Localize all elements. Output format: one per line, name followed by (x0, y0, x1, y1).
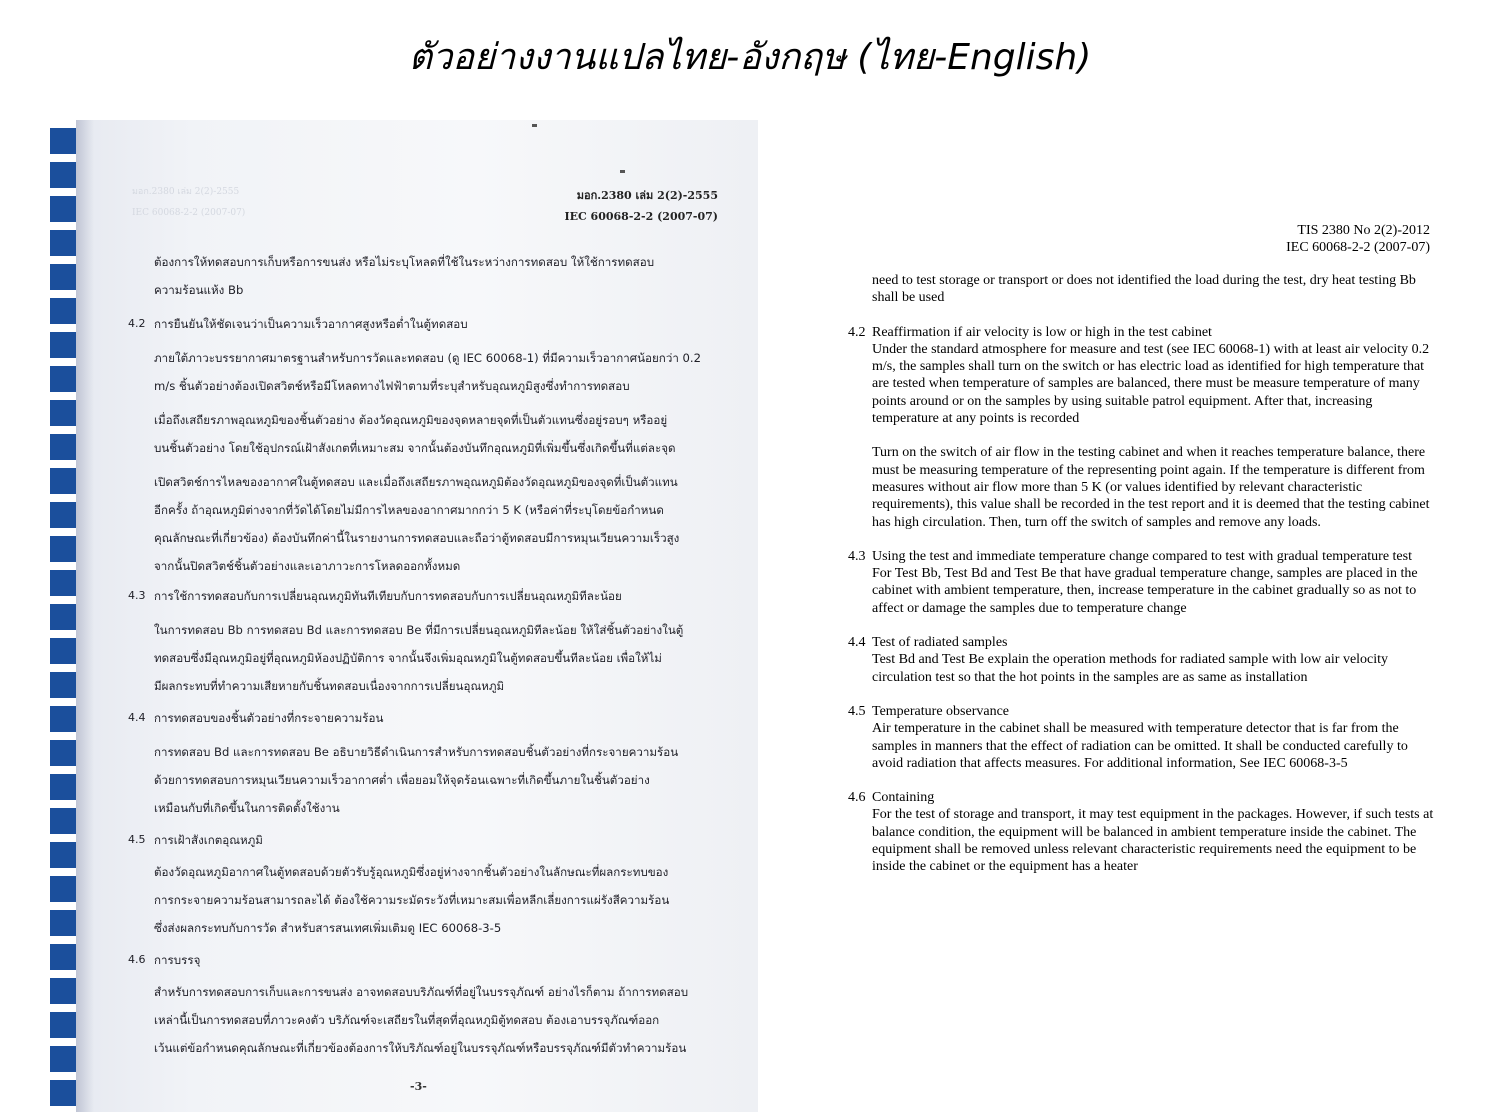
english-body-text (848, 272, 1438, 893)
english-section (848, 789, 1438, 875)
thai-text-line: ด้วยการทดสอบการหมุนเวียนความเร็วอากาศต่ำ เพื่อยอมให้จุดร้อนเฉพาะที่เกิดขึ้นภายในชิ้นตัวอย่าง (154, 773, 650, 787)
english-section-number: 4.2 (848, 324, 866, 340)
ghost-header-line2: IEC 60068-2-2 (2007-07) (132, 208, 246, 218)
page-title: ตัวอย่างงานแปลไทย-อังกฤษ (ไทย-English) (408, 37, 1092, 78)
english-section (848, 272, 1438, 307)
thai-header-line1: มอก.2380 เล่ม 2(2)-2555 (576, 189, 718, 202)
thai-section-heading: การใช้การทดสอบกับการเปลี่ยนอุณหภูมิทันทีเทียบกับการทดสอบกับการเปลี่ยนอุณหภูมิทีละน้อย (154, 589, 622, 603)
thai-section-number: 4.2 (128, 317, 146, 330)
thai-section-number: 4.6 (128, 953, 146, 966)
english-section-title: Temperature observance (872, 703, 1009, 719)
thai-text-line: เหล่านี้เป็นการทดสอบที่ภาวะคงตัว บริภัณฑ์จะเสถียรในที่สุดที่อุณหภูมิตู้ทดสอบ ต้องเอาบรรจุภัณฑ์ออก (154, 1013, 660, 1027)
ghost-header-line1: มอก.2380 เล่ม 2(2)-2555 (132, 187, 240, 197)
english-section-heading (848, 634, 1438, 651)
english-section-title: Using the test and immediate temperature change compared to test with gradual temperature test (872, 548, 1412, 564)
english-section-number: 4.4 (848, 635, 866, 651)
english-section-number: 4.3 (848, 548, 866, 564)
english-section-number: 4.6 (848, 790, 866, 806)
thai-text-line: บนชิ้นตัวอย่าง โดยใช้อุปกรณ์เฝ้าสังเกตที่เหมาะสม จากนั้นต้องบันทึกอุณหภูมิที่เพิ่มขึ้นซึ่งเกิดขึ้นที่แต่ละจุด (154, 441, 676, 455)
thai-text-line: ความร้อนแห้ง Bb (154, 283, 244, 297)
english-section-title: Reaffirmation if air velocity is low or high in the test cabinet (872, 324, 1212, 340)
thai-text-line: การทดสอบ Bd และการทดสอบ Be อธิบายวิธีดำเนินการสำหรับการทดสอบชิ้นตัวอย่างที่กระจายความร้อน (154, 745, 679, 759)
english-header (1286, 222, 1430, 256)
english-section (848, 324, 1438, 531)
english-section-heading (848, 703, 1438, 720)
english-section-heading (848, 789, 1438, 806)
english-header-line1: TIS 2380 No 2(2)-2012 (1297, 223, 1430, 238)
scan-speck (620, 170, 625, 173)
thai-text-line: ต้องการให้ทดสอบการเก็บหรือการขนส่ง หรือไม่ระบุโหลดที่ใช้ในระหว่างการทดสอบ ให้ใช้การทดสอบ (154, 255, 655, 269)
thai-section-heading: การบรรจุ (154, 953, 201, 967)
thai-text-line: เมื่อถึงเสถียรภาพอุณหภูมิของชิ้นตัวอย่าง ต้องวัดอุณหภูมิของจุดหลายจุดที่เป็นตัวแทนซึ่งอยู่รอบๆ หรืออยู่ (154, 413, 668, 427)
thai-section-heading: การเฝ้าสังเกตอุณหภูมิ (154, 833, 263, 847)
thai-section-heading: การทดสอบของชิ้นตัวอย่างที่กระจายความร้อน (154, 711, 384, 725)
english-paragraph: Air temperature in the cabinet shall be measured with temperature detector that is far from the samples in manners that the effect of radiation can be omitted. It shall be conducted carefully to avoid radiation that affects measures. For additional information, See IEC 60068-3-5 (872, 721, 1408, 771)
english-header-line2: IEC 60068-2-2 (2007-07) (1286, 240, 1430, 255)
english-paragraph: Test Bd and Test Be explain the operation methods for radiated sample with low air velocity circulation test so that the hot points in the samples are as same as installation (872, 652, 1389, 685)
english-paragraph: Under the standard atmosphere for measure and test (see IEC 60068-1) with at least air velocity 0.2 m/s, the samples shall turn on the switch or has electric load as identified for high temperature that are tested when temperature of samples are balanced, there must be measure temperature of many points around or on the samples by using suitable patrol equipment. After that, increasing temperature at any points is recorded (872, 341, 1430, 427)
thai-text-line: เปิดสวิตช์การไหลของอากาศในตู้ทดสอบ และเมื่อถึงเสถียรภาพอุณหภูมิต้องวัดอุณหภูมิของจุดที่เป็นตัวแทน (154, 475, 678, 489)
thai-section-heading: การยืนยันให้ชัดเจนว่าเป็นความเร็วอากาศสูงหรือต่ำในตู้ทดสอบ (154, 317, 468, 331)
thai-text-line: ทดสอบซึ่งมีอุณหภูมิอยู่ที่อุณหภูมิห้องปฏิบัติการ จากนั้นจึงเพิ่มอุณหภูมิในตู้ทดสอบขึ้นทีละน้อย เพื่อให้ไม่ (154, 651, 662, 665)
english-section (848, 548, 1438, 617)
thai-text-line: มีผลกระทบที่ทำความเสียหายกับชิ้นทดสอบเนื่องจากการเปลี่ยนอุณหภูมิ (154, 679, 505, 693)
english-section-heading (848, 548, 1438, 565)
thai-text-line: m/s ชิ้นตัวอย่างต้องเปิดสวิตช์หรือมีโหลดทางไฟฟ้าตามที่ระบุสำหรับอุณหภูมิสูงซึ่งทำการทดสอบ (154, 379, 630, 393)
english-paragraph: need to test storage or transport or does not identified the load during the test, dry heat testing Bb shall be used (872, 273, 1416, 306)
thai-page-number: -3- (410, 1080, 427, 1093)
thai-scan-page (50, 120, 758, 1112)
thai-text-line: การกระจายความร้อนสามารถละได้ ต้องใช้ความระมัดระวังที่เหมาะสมเพื่อหลีกเลี่ยงการแผ่รังสีความร้อน (154, 893, 670, 907)
english-section (848, 703, 1438, 772)
english-paragraph: For the test of storage and transport, it may test equipment in the packages. However, if such tests at balance condition, the equipment will be balanced in ambient temperature inside the cabinet. The equipment shall be removed unless relevant characteristic requirements need the equipment to be inside the cabinet or the equipment has a heater (872, 807, 1434, 875)
thai-text-line: คุณลักษณะที่เกี่ยวข้อง) ต้องบันทึกค่านี้ในรายงานการทดสอบและถือว่าตู้ทดสอบมีการหมุนเวียนความเร็วสูง (154, 531, 680, 545)
thai-text-line: ภายใต้ภาวะบรรยากาศมาตรฐานสำหรับการวัดและทดสอบ (ดู IEC 60068-1) ที่มีความเร็วอากาศน้อยกว่า 0.2 (154, 351, 701, 365)
thai-text-line: ต้องวัดอุณหภูมิอากาศในตู้ทดสอบด้วยตัวรับรู้อุณหภูมิซึ่งอยู่ห่างจากชิ้นตัวอย่างในลักษณะที่ผลกระทบของ (154, 865, 669, 879)
english-paragraph: Turn on the switch of air flow in the testing cabinet and when it reaches temperature balance, there must be measuring temperature of the representing point again. If the temperature is different from measures without air flow more than 5 K (or values identified by relevant characteristic requirements), this value shall be recorded in the test report and it is deemed that the testing cabinet has high circulation. Then, turn off the switch of samples and remove any loads. (872, 445, 1430, 530)
thai-section-number: 4.4 (128, 711, 146, 724)
thai-header-line2: IEC 60068-2-2 (2007-07) (564, 210, 718, 223)
english-section-title: Containing (872, 790, 935, 806)
scan-speck (532, 124, 537, 127)
spiral-binding (50, 120, 76, 1112)
english-section-heading (848, 324, 1438, 341)
english-section-number: 4.5 (848, 703, 866, 719)
english-section-title: Test of radiated samples (872, 635, 1008, 651)
binding-shadow (76, 120, 94, 1112)
thai-section-number: 4.3 (128, 589, 146, 602)
thai-text-line: เหมือนกับที่เกิดขึ้นในการติดตั้งใช้งาน (154, 801, 340, 815)
english-paragraph: For Test Bb, Test Bd and Test Be that have gradual temperature change, samples are placed in the cabinet with ambient temperature, then, increase temperature in the cabinet gradually so as not to affect or damage the samples due to temperature change (872, 566, 1418, 616)
thai-text-line: สำหรับการทดสอบการเก็บและการขนส่ง อาจทดสอบบริภัณฑ์ที่อยู่ในบรรจุภัณฑ์ อย่างไรก็ตาม ถ้าการทดสอบ (154, 985, 689, 999)
english-section (848, 634, 1438, 686)
thai-section-number: 4.5 (128, 833, 146, 846)
thai-text-line: อีกครั้ง ถ้าอุณหภูมิต่างจากที่วัดได้โดยไม่มีการไหลของอากาศมากกว่า 5 K (หรือค่าที่ระบุโดยข้อกำหนด (154, 503, 664, 517)
thai-text-line: ในการทดสอบ Bb การทดสอบ Bd และการทดสอบ Be ที่มีการเปลี่ยนอุณหภูมิทีละน้อย ให้ใส่ชิ้นตัวอย่างในตู้ (154, 623, 684, 637)
thai-text-line: ซึ่งส่งผลกระทบกับการวัด สำหรับสารสนเทศเพิ่มเติมดู IEC 60068-3-5 (154, 921, 502, 935)
thai-text-line: เว้นแต่ข้อกำหนดคุณลักษณะที่เกี่ยวข้องต้องการให้บริภัณฑ์อยู่ในบรรจุภัณฑ์หรือบรรจุภัณฑ์มีตัวทำความร้อน (154, 1041, 687, 1055)
thai-text-line: จากนั้นปิดสวิตช์ชิ้นตัวอย่างและเอาภาวะการโหลดออกทั้งหมด (154, 559, 461, 573)
